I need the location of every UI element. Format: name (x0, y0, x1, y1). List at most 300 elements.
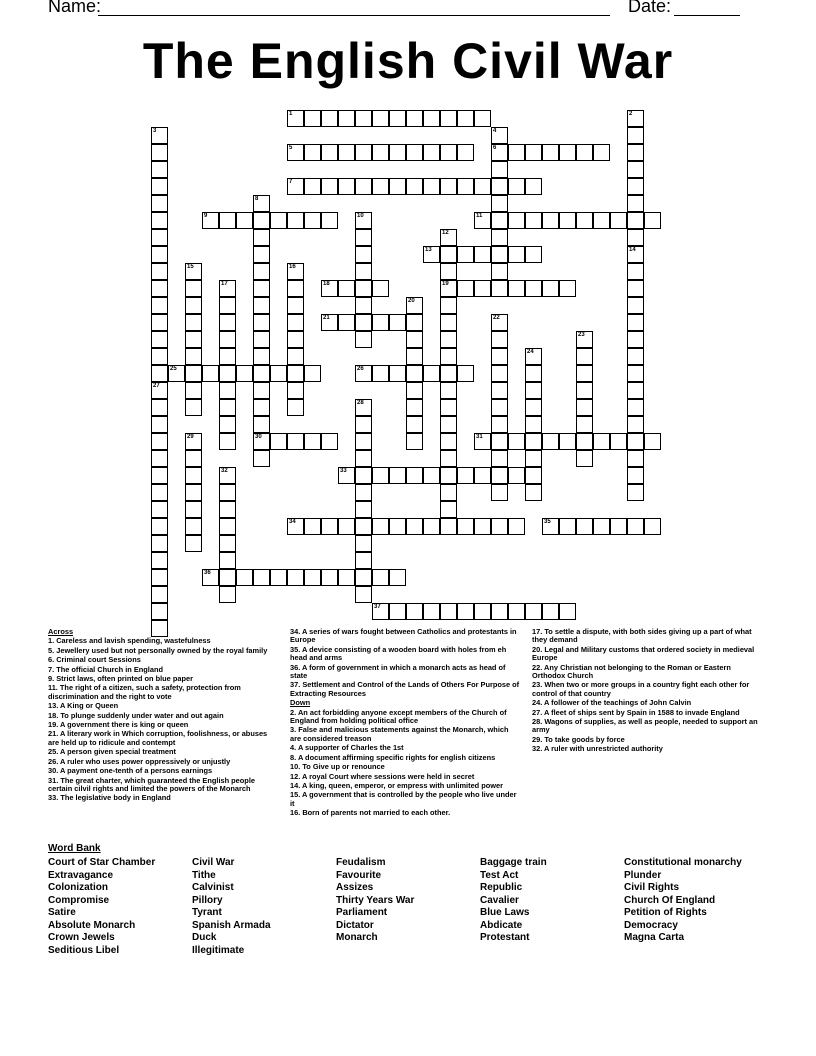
crossword-cell[interactable] (491, 484, 508, 501)
crossword-cell[interactable] (627, 229, 644, 246)
crossword-cell[interactable] (576, 416, 593, 433)
crossword-cell[interactable] (627, 348, 644, 365)
crossword-cell[interactable] (491, 433, 508, 450)
crossword-cell[interactable] (627, 144, 644, 161)
crossword-cell[interactable] (491, 127, 508, 144)
crossword-cell[interactable] (219, 280, 236, 297)
crossword-cell[interactable] (491, 467, 508, 484)
crossword-cell[interactable] (321, 178, 338, 195)
crossword-cell[interactable] (219, 399, 236, 416)
crossword-cell[interactable] (559, 144, 576, 161)
crossword-cell[interactable] (389, 178, 406, 195)
crossword-cell[interactable] (474, 603, 491, 620)
crossword-cell[interactable] (440, 297, 457, 314)
crossword-cell[interactable] (287, 331, 304, 348)
crossword-cell[interactable] (355, 229, 372, 246)
crossword-cell[interactable] (491, 229, 508, 246)
crossword-cell[interactable] (440, 382, 457, 399)
crossword-cell[interactable] (253, 365, 270, 382)
crossword-cell[interactable] (576, 399, 593, 416)
crossword-cell[interactable] (219, 467, 236, 484)
crossword-cell[interactable] (423, 246, 440, 263)
crossword-cell[interactable] (440, 450, 457, 467)
crossword-cell[interactable] (491, 212, 508, 229)
crossword-cell[interactable] (151, 433, 168, 450)
crossword-cell[interactable] (219, 433, 236, 450)
crossword-cell[interactable] (168, 365, 185, 382)
crossword-cell[interactable] (644, 518, 661, 535)
crossword-cell[interactable] (491, 416, 508, 433)
crossword-cell[interactable] (151, 297, 168, 314)
crossword-cell[interactable] (202, 365, 219, 382)
crossword-cell[interactable] (457, 518, 474, 535)
crossword-cell[interactable] (321, 433, 338, 450)
crossword-cell[interactable] (151, 467, 168, 484)
crossword-cell[interactable] (457, 246, 474, 263)
crossword-cell[interactable] (593, 144, 610, 161)
crossword-cell[interactable] (389, 518, 406, 535)
crossword-cell[interactable] (627, 331, 644, 348)
crossword-cell[interactable] (440, 110, 457, 127)
crossword-cell[interactable] (525, 382, 542, 399)
crossword-cell[interactable] (287, 314, 304, 331)
crossword-cell[interactable] (372, 467, 389, 484)
crossword-cell[interactable] (202, 212, 219, 229)
crossword-cell[interactable] (219, 586, 236, 603)
crossword-cell[interactable] (542, 518, 559, 535)
crossword-cell[interactable] (253, 331, 270, 348)
crossword-cell[interactable] (236, 212, 253, 229)
crossword-cell[interactable] (423, 110, 440, 127)
crossword-cell[interactable] (627, 212, 644, 229)
crossword-cell[interactable] (151, 314, 168, 331)
crossword-cell[interactable] (355, 331, 372, 348)
crossword-cell[interactable] (389, 603, 406, 620)
crossword-cell[interactable] (338, 110, 355, 127)
crossword-cell[interactable] (355, 212, 372, 229)
crossword-cell[interactable] (287, 382, 304, 399)
crossword-cell[interactable] (525, 365, 542, 382)
crossword-cell[interactable] (151, 144, 168, 161)
crossword-cell[interactable] (151, 331, 168, 348)
crossword-cell[interactable] (644, 212, 661, 229)
crossword-cell[interactable] (457, 178, 474, 195)
crossword-cell[interactable] (287, 433, 304, 450)
crossword-cell[interactable] (525, 246, 542, 263)
crossword-cell[interactable] (151, 365, 168, 382)
crossword-cell[interactable] (491, 399, 508, 416)
crossword-cell[interactable] (576, 331, 593, 348)
crossword-cell[interactable] (627, 416, 644, 433)
crossword-cell[interactable] (321, 569, 338, 586)
crossword-cell[interactable] (185, 365, 202, 382)
crossword-cell[interactable] (474, 178, 491, 195)
crossword-cell[interactable] (627, 178, 644, 195)
crossword-cell[interactable] (508, 280, 525, 297)
crossword-cell[interactable] (287, 569, 304, 586)
crossword-cell[interactable] (389, 314, 406, 331)
crossword-cell[interactable] (508, 246, 525, 263)
crossword-cell[interactable] (627, 195, 644, 212)
crossword-cell[interactable] (542, 212, 559, 229)
crossword-cell[interactable] (151, 229, 168, 246)
crossword-cell[interactable] (253, 416, 270, 433)
crossword-cell[interactable] (253, 246, 270, 263)
crossword-cell[interactable] (355, 399, 372, 416)
crossword-cell[interactable] (627, 484, 644, 501)
crossword-cell[interactable] (253, 314, 270, 331)
crossword-cell[interactable] (355, 484, 372, 501)
crossword-cell[interactable] (610, 212, 627, 229)
crossword-cell[interactable] (321, 110, 338, 127)
crossword-cell[interactable] (219, 484, 236, 501)
crossword-cell[interactable] (627, 314, 644, 331)
crossword-cell[interactable] (593, 212, 610, 229)
crossword-cell[interactable] (508, 178, 525, 195)
crossword-cell[interactable] (440, 603, 457, 620)
crossword-cell[interactable] (355, 586, 372, 603)
crossword-cell[interactable] (287, 178, 304, 195)
crossword-cell[interactable] (627, 280, 644, 297)
crossword-cell[interactable] (457, 467, 474, 484)
crossword-cell[interactable] (253, 450, 270, 467)
crossword-cell[interactable] (219, 314, 236, 331)
crossword-cell[interactable] (219, 382, 236, 399)
crossword-cell[interactable] (576, 382, 593, 399)
crossword-cell[interactable] (406, 603, 423, 620)
crossword-cell[interactable] (304, 365, 321, 382)
crossword-cell[interactable] (185, 518, 202, 535)
crossword-cell[interactable] (287, 110, 304, 127)
crossword-cell[interactable] (406, 144, 423, 161)
crossword-cell[interactable] (338, 518, 355, 535)
crossword-cell[interactable] (185, 501, 202, 518)
crossword-cell[interactable] (627, 518, 644, 535)
crossword-cell[interactable] (151, 603, 168, 620)
crossword-cell[interactable] (355, 365, 372, 382)
crossword-cell[interactable] (287, 518, 304, 535)
crossword-cell[interactable] (627, 127, 644, 144)
crossword-cell[interactable] (440, 467, 457, 484)
crossword-cell[interactable] (151, 518, 168, 535)
crossword-cell[interactable] (304, 144, 321, 161)
crossword-cell[interactable] (287, 297, 304, 314)
crossword-cell[interactable] (355, 518, 372, 535)
crossword-cell[interactable] (474, 280, 491, 297)
crossword-cell[interactable] (542, 280, 559, 297)
crossword-cell[interactable] (355, 535, 372, 552)
crossword-cell[interactable] (627, 161, 644, 178)
crossword-cell[interactable] (610, 518, 627, 535)
crossword-cell[interactable] (355, 178, 372, 195)
crossword-cell[interactable] (576, 433, 593, 450)
crossword-cell[interactable] (457, 110, 474, 127)
crossword-cell[interactable] (542, 433, 559, 450)
crossword-cell[interactable] (151, 127, 168, 144)
crossword-cell[interactable] (355, 280, 372, 297)
crossword-cell[interactable] (423, 603, 440, 620)
crossword-cell[interactable] (457, 280, 474, 297)
crossword-cell[interactable] (270, 212, 287, 229)
crossword-cell[interactable] (474, 212, 491, 229)
crossword-cell[interactable] (406, 348, 423, 365)
crossword-cell[interactable] (151, 382, 168, 399)
crossword-cell[interactable] (423, 518, 440, 535)
crossword-cell[interactable] (253, 399, 270, 416)
crossword-cell[interactable] (151, 280, 168, 297)
crossword-cell[interactable] (151, 586, 168, 603)
crossword-cell[interactable] (559, 280, 576, 297)
crossword-cell[interactable] (338, 467, 355, 484)
crossword-cell[interactable] (185, 382, 202, 399)
crossword-cell[interactable] (287, 348, 304, 365)
crossword-cell[interactable] (440, 433, 457, 450)
crossword-cell[interactable] (508, 467, 525, 484)
crossword-cell[interactable] (236, 365, 253, 382)
crossword-cell[interactable] (559, 603, 576, 620)
crossword-cell[interactable] (406, 433, 423, 450)
crossword-cell[interactable] (474, 246, 491, 263)
crossword-cell[interactable] (406, 178, 423, 195)
crossword-cell[interactable] (185, 280, 202, 297)
crossword-cell[interactable] (355, 246, 372, 263)
crossword-cell[interactable] (151, 484, 168, 501)
crossword-cell[interactable] (304, 110, 321, 127)
crossword-cell[interactable] (355, 314, 372, 331)
crossword-cell[interactable] (440, 178, 457, 195)
crossword-cell[interactable] (151, 161, 168, 178)
crossword-cell[interactable] (287, 212, 304, 229)
crossword-cell[interactable] (627, 365, 644, 382)
crossword-cell[interactable] (304, 212, 321, 229)
crossword-cell[interactable] (406, 110, 423, 127)
crossword-cell[interactable] (219, 416, 236, 433)
crossword-cell[interactable] (576, 365, 593, 382)
crossword-cell[interactable] (440, 314, 457, 331)
crossword-cell[interactable] (627, 450, 644, 467)
crossword-cell[interactable] (287, 365, 304, 382)
crossword-cell[interactable] (559, 518, 576, 535)
crossword-cell[interactable] (185, 535, 202, 552)
crossword-cell[interactable] (253, 263, 270, 280)
crossword-cell[interactable] (627, 263, 644, 280)
crossword-cell[interactable] (389, 365, 406, 382)
crossword-cell[interactable] (151, 178, 168, 195)
crossword-cell[interactable] (321, 314, 338, 331)
crossword-cell[interactable] (440, 280, 457, 297)
crossword-cell[interactable] (542, 603, 559, 620)
crossword-cell[interactable] (525, 603, 542, 620)
crossword-cell[interactable] (491, 331, 508, 348)
crossword-cell[interactable] (474, 518, 491, 535)
crossword-cell[interactable] (253, 212, 270, 229)
crossword-cell[interactable] (151, 535, 168, 552)
crossword-cell[interactable] (219, 518, 236, 535)
crossword-cell[interactable] (338, 178, 355, 195)
crossword-cell[interactable] (423, 467, 440, 484)
crossword-cell[interactable] (151, 552, 168, 569)
crossword-cell[interactable] (270, 569, 287, 586)
crossword-cell[interactable] (219, 535, 236, 552)
crossword-cell[interactable] (219, 552, 236, 569)
crossword-cell[interactable] (253, 280, 270, 297)
crossword-cell[interactable] (253, 297, 270, 314)
crossword-cell[interactable] (355, 263, 372, 280)
crossword-cell[interactable] (576, 450, 593, 467)
crossword-cell[interactable] (355, 552, 372, 569)
crossword-cell[interactable] (321, 280, 338, 297)
crossword-cell[interactable] (355, 416, 372, 433)
crossword-cell[interactable] (525, 399, 542, 416)
crossword-cell[interactable] (355, 569, 372, 586)
crossword-cell[interactable] (321, 212, 338, 229)
crossword-cell[interactable] (321, 144, 338, 161)
crossword-cell[interactable] (440, 518, 457, 535)
crossword-cell[interactable] (253, 229, 270, 246)
crossword-cell[interactable] (576, 212, 593, 229)
crossword-cell[interactable] (627, 246, 644, 263)
crossword-cell[interactable] (389, 110, 406, 127)
crossword-cell[interactable] (440, 501, 457, 518)
crossword-cell[interactable] (151, 399, 168, 416)
crossword-cell[interactable] (406, 331, 423, 348)
crossword-cell[interactable] (474, 110, 491, 127)
crossword-cell[interactable] (287, 144, 304, 161)
crossword-cell[interactable] (491, 195, 508, 212)
crossword-cell[interactable] (559, 212, 576, 229)
crossword-cell[interactable] (440, 484, 457, 501)
crossword-cell[interactable] (406, 518, 423, 535)
crossword-cell[interactable] (338, 569, 355, 586)
crossword-cell[interactable] (355, 433, 372, 450)
crossword-cell[interactable] (185, 331, 202, 348)
crossword-cell[interactable] (372, 569, 389, 586)
crossword-cell[interactable] (287, 280, 304, 297)
crossword-cell[interactable] (440, 399, 457, 416)
crossword-cell[interactable] (525, 467, 542, 484)
crossword-cell[interactable] (525, 178, 542, 195)
crossword-cell[interactable] (440, 365, 457, 382)
crossword-cell[interactable] (372, 365, 389, 382)
crossword-cell[interactable] (355, 144, 372, 161)
crossword-cell[interactable] (151, 501, 168, 518)
crossword-cell[interactable] (219, 569, 236, 586)
crossword-cell[interactable] (372, 280, 389, 297)
crossword-cell[interactable] (389, 467, 406, 484)
crossword-cell[interactable] (185, 399, 202, 416)
crossword-cell[interactable] (423, 365, 440, 382)
crossword-cell[interactable] (457, 365, 474, 382)
crossword-cell[interactable] (491, 603, 508, 620)
crossword-cell[interactable] (627, 467, 644, 484)
crossword-cell[interactable] (355, 110, 372, 127)
crossword-cell[interactable] (457, 144, 474, 161)
crossword-cell[interactable] (219, 331, 236, 348)
crossword-cell[interactable] (491, 246, 508, 263)
crossword-cell[interactable] (304, 569, 321, 586)
crossword-cell[interactable] (219, 365, 236, 382)
crossword-cell[interactable] (372, 110, 389, 127)
crossword-cell[interactable] (525, 144, 542, 161)
crossword-cell[interactable] (406, 416, 423, 433)
crossword-cell[interactable] (185, 467, 202, 484)
crossword-cell[interactable] (525, 212, 542, 229)
crossword-cell[interactable] (423, 144, 440, 161)
crossword-cell[interactable] (406, 467, 423, 484)
crossword-cell[interactable] (542, 144, 559, 161)
crossword-cell[interactable] (253, 569, 270, 586)
crossword-cell[interactable] (219, 212, 236, 229)
crossword-cell[interactable] (525, 450, 542, 467)
crossword-cell[interactable] (508, 144, 525, 161)
crossword-cell[interactable] (304, 518, 321, 535)
crossword-cell[interactable] (474, 467, 491, 484)
crossword-cell[interactable] (321, 518, 338, 535)
crossword-cell[interactable] (253, 348, 270, 365)
crossword-cell[interactable] (627, 433, 644, 450)
crossword-cell[interactable] (627, 399, 644, 416)
crossword-cell[interactable] (219, 501, 236, 518)
crossword-cell[interactable] (491, 365, 508, 382)
crossword-cell[interactable] (185, 348, 202, 365)
crossword-cell[interactable] (440, 416, 457, 433)
crossword-cell[interactable] (593, 518, 610, 535)
crossword-cell[interactable] (440, 263, 457, 280)
crossword-cell[interactable] (593, 433, 610, 450)
crossword-cell[interactable] (525, 280, 542, 297)
crossword-cell[interactable] (185, 484, 202, 501)
crossword-cell[interactable] (457, 603, 474, 620)
crossword-cell[interactable] (287, 263, 304, 280)
crossword-cell[interactable] (219, 297, 236, 314)
crossword-cell[interactable] (576, 518, 593, 535)
crossword-cell[interactable] (372, 518, 389, 535)
crossword-cell[interactable] (440, 331, 457, 348)
crossword-cell[interactable] (406, 297, 423, 314)
crossword-cell[interactable] (406, 382, 423, 399)
crossword-cell[interactable] (491, 382, 508, 399)
crossword-cell[interactable] (440, 144, 457, 161)
crossword-cell[interactable] (627, 110, 644, 127)
crossword-cell[interactable] (304, 433, 321, 450)
crossword-cell[interactable] (491, 263, 508, 280)
crossword-cell[interactable] (423, 178, 440, 195)
crossword-cell[interactable] (236, 569, 253, 586)
crossword-cell[interactable] (151, 263, 168, 280)
crossword-cell[interactable] (491, 280, 508, 297)
crossword-cell[interactable] (253, 433, 270, 450)
crossword-cell[interactable] (151, 416, 168, 433)
crossword-cell[interactable] (355, 450, 372, 467)
crossword-cell[interactable] (491, 314, 508, 331)
crossword-cell[interactable] (270, 433, 287, 450)
crossword-cell[interactable] (253, 195, 270, 212)
crossword-cell[interactable] (491, 518, 508, 535)
crossword-cell[interactable] (338, 280, 355, 297)
crossword-cell[interactable] (253, 382, 270, 399)
crossword-cell[interactable] (525, 348, 542, 365)
crossword-cell[interactable] (440, 246, 457, 263)
crossword-cell[interactable] (559, 433, 576, 450)
crossword-cell[interactable] (525, 433, 542, 450)
crossword-cell[interactable] (270, 365, 287, 382)
crossword-cell[interactable] (491, 144, 508, 161)
crossword-cell[interactable] (185, 433, 202, 450)
crossword-cell[interactable] (406, 365, 423, 382)
crossword-cell[interactable] (151, 569, 168, 586)
crossword-cell[interactable] (491, 450, 508, 467)
crossword-cell[interactable] (610, 433, 627, 450)
